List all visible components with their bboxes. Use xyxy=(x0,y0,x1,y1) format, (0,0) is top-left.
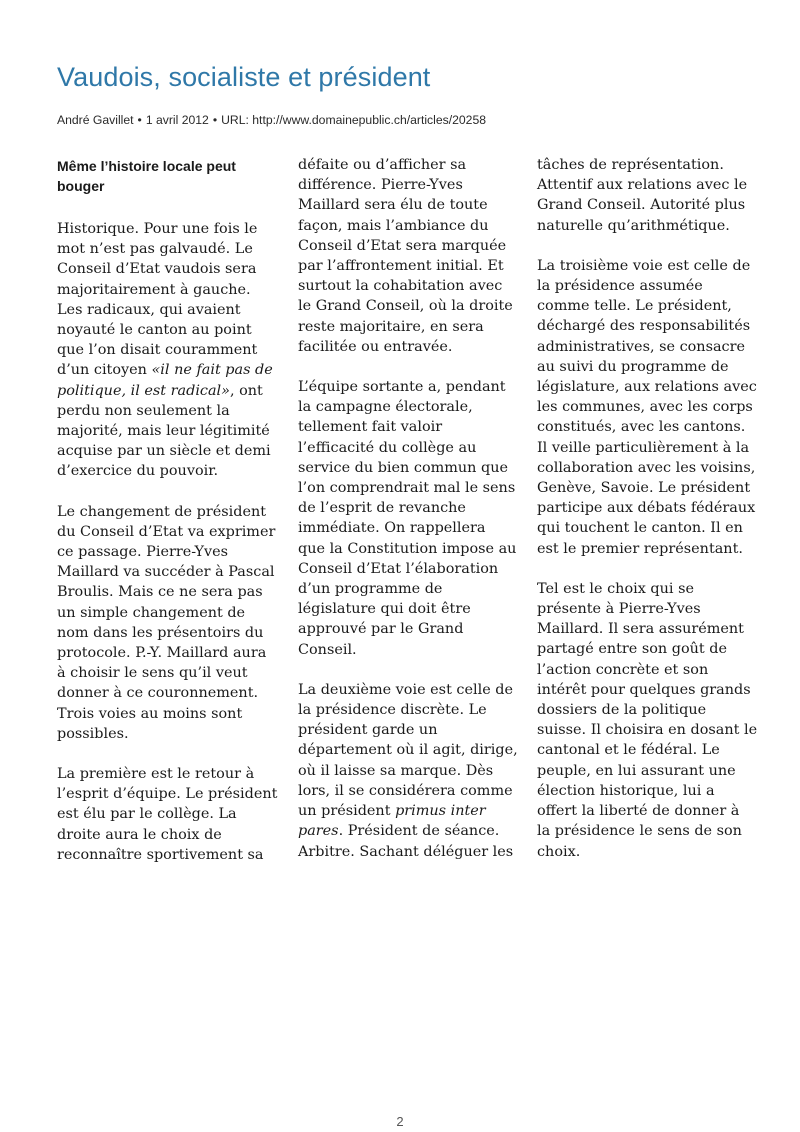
subheading: Même l’histoire locale peut bouger xyxy=(57,158,236,194)
text-column-2 xyxy=(298,155,518,882)
paragraph: La première est le retour à l’esprit d’équipe. Le président est élu par le collège. La droite aura le choix de reconnaître sportivement sa xyxy=(57,766,278,863)
paragraph: La troisième voie est celle de la présidence assumée comme telle. Le président, déchargé des responsabilités administratives, se consacre au suivi du programme de législature, aux relations avec les communes, avec les corps constitués, avec les cantons. Il veille particulièrement à la collaboration avec les voisins, Genève, Savoie. Le président participe aux débats fédéraux qui touchent le canton. Il en est le premier représentant. xyxy=(537,257,757,557)
paragraph: L’équipe sortante a, pendant la campagne électorale, tellement fait valoir l’efficacité du collège au service du bien commun que l’on comprendrait mal le sens de l’esprit de revanche immédiate. On rappellera que la Constitution impose au Conseil d’Etat l’élaboration d’un programme de législature qui doit être approuvé par le Grand Conseil. xyxy=(298,379,517,658)
publication-date: 1 avril 2012 xyxy=(145,113,209,127)
quote: politique, il est radical» xyxy=(57,382,230,399)
page-number: 2 xyxy=(396,1114,404,1129)
latin-phrase: primus inter xyxy=(395,803,486,820)
text-column-3 xyxy=(537,155,758,882)
text-column-1 xyxy=(57,156,278,885)
paragraph: tâches de représentation. Attentif aux relations avec le Grand Conseil. Autorité plus naturelle qu’arithmétique. xyxy=(537,157,748,234)
paragraph: La deuxième voie est celle de la présidence discrète. Le président garde un département où il agit, dirige, où il laisse sa marque. Dès lors, il se considérera comme un président primus inter pares. Président de séance. Arbitre. Sachant déléguer les xyxy=(298,681,518,860)
author: André Gavillet xyxy=(57,113,134,127)
paragraph: Le changement de président du Conseil d’Etat va exprimer ce passage. Pierre-Yves Maillard va succéder à Pascal Broulis. Mais ce ne sera pas un simple changement de nom dans les présentoirs du protocole. P.-Y. Maillard aura à choisir le sens qu’il veut donner à ce couronnement. Trois voies au moins sont possibles. xyxy=(57,503,276,742)
paragraph: Tel est le choix qui se présente à Pierre-Yves Maillard. Il sera assurément partagé entre son goût de l’action concrète et son intérêt pour quelques grands dossiers de la politique suisse. Il choisira en dosant le cantonal et le fédéral. Le peuple, en lui assurant une élection historique, lui a offert la liberté de donner à la présidence le sens de son choix. xyxy=(537,580,758,860)
quote: «il ne fait pas de xyxy=(151,362,273,379)
byline: André Gavillet • 1 avril 2012 • URL: http://www.domainepublic.ch/articles/20258 xyxy=(57,113,487,127)
latin-phrase: pares xyxy=(298,823,339,840)
article-title: Vaudois, socialiste et président xyxy=(57,62,431,92)
paragraph: défaite ou d’afficher sa différence. Pierre-Yves Maillard sera élu de toute façon, mais l’ambiance du Conseil d’Etat sera marquée par l’affrontement initial. Et surtout la cohabitation avec le Grand Conseil, où la droite reste majoritaire, en sera facilitée ou entravée. xyxy=(298,157,513,355)
paragraph: Historique. Pour une fois le mot n’est pas galvaudé. Le Conseil d’Etat vaudois sera majoritairement à gauche. Les radicaux, qui avaient noyauté le canton au point que l’on disait couramment d’un citoyen «il ne fait pas de politique, il est radical», ont perdu non seulement la majorité, mais leur légitimité acquise par un siècle et demi d’exercice du pouvoir. xyxy=(57,221,273,480)
article-url: URL: http://www.domainepublic.ch/articles/20258 xyxy=(221,113,487,127)
